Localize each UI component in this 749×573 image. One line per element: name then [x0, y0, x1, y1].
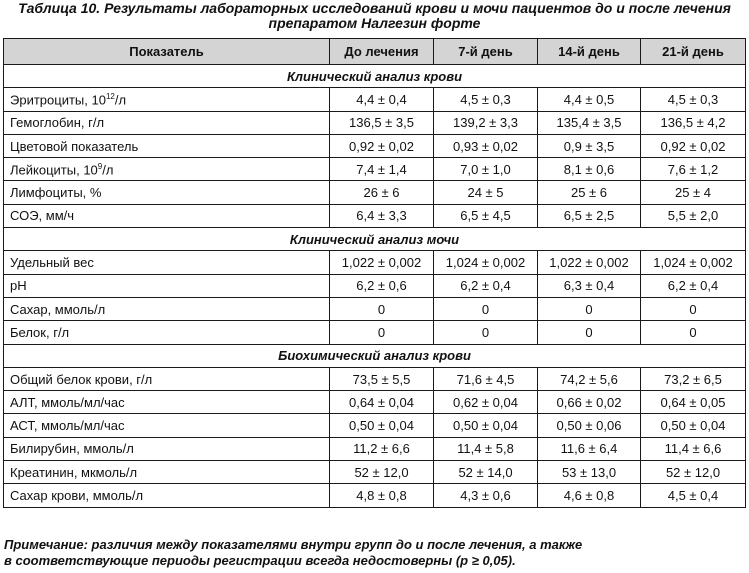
- section-row: [4, 344, 746, 367]
- value-cell: 0,66 ± 0,02: [538, 391, 641, 414]
- row-label: [4, 251, 330, 274]
- value-cell: 0,62 ± 0,04: [434, 391, 538, 414]
- value-cell: 4,5 ± 0,4: [641, 484, 746, 507]
- value-cell: 4,6 ± 0,8: [538, 484, 641, 507]
- row-label-text: Креатинин, мкмоль/л: [10, 464, 138, 480]
- row-label-exponent: 9: [97, 161, 103, 171]
- row-label-unit: /л: [114, 92, 127, 108]
- value-cell: 0: [330, 297, 434, 320]
- value-cell: 24 ± 5: [434, 181, 538, 204]
- table-row: [4, 274, 746, 297]
- value-cell: 136,5 ± 3,5: [330, 111, 434, 134]
- row-label: [4, 88, 330, 111]
- value-cell: 11,4 ± 6,6: [641, 437, 746, 460]
- table-row: [4, 181, 746, 204]
- value-cell: 5,5 ± 2,0: [641, 204, 746, 227]
- table-row: [4, 251, 746, 274]
- table-row: [4, 158, 746, 181]
- table-header: [4, 39, 746, 65]
- row-label-text: Сахар, ммоль/л: [10, 301, 106, 317]
- table-row: [4, 321, 746, 344]
- value-cell: 0,92 ± 0,02: [641, 134, 746, 157]
- lab-results-table: [3, 38, 746, 508]
- value-cell: 6,5 ± 2,5: [538, 204, 641, 227]
- row-label-text: Лимфоциты, %: [10, 185, 102, 201]
- header-before-treatment: До лечения: [330, 39, 434, 65]
- table-row: [4, 437, 746, 460]
- value-cell: 1,024 ± 0,002: [641, 251, 746, 274]
- value-cell: 0: [641, 297, 746, 320]
- value-cell: 4,3 ± 0,6: [434, 484, 538, 507]
- value-cell: 52 ± 12,0: [641, 461, 746, 484]
- value-cell: 53 ± 13,0: [538, 461, 641, 484]
- row-label: [4, 437, 330, 460]
- value-cell: 0,50 ± 0,04: [330, 414, 434, 437]
- value-cell: 74,2 ± 5,6: [538, 367, 641, 390]
- row-label: [4, 204, 330, 227]
- row-label-text: АЛТ, ммоль/мл/час: [10, 394, 125, 410]
- value-cell: 6,3 ± 0,4: [538, 274, 641, 297]
- header-day-14: 14-й день: [538, 39, 641, 65]
- section-title: Клинический анализ мочи: [4, 228, 746, 251]
- row-label: [4, 158, 330, 181]
- row-label-exponent: 12: [105, 91, 115, 101]
- value-cell: 52 ± 12,0: [330, 461, 434, 484]
- value-cell: 52 ± 14,0: [434, 461, 538, 484]
- value-cell: 6,2 ± 0,6: [330, 274, 434, 297]
- value-cell: 0: [538, 297, 641, 320]
- table-row: [4, 134, 746, 157]
- header-day-7: 7-й день: [434, 39, 538, 65]
- row-label-text: pH: [10, 278, 27, 294]
- value-cell: 4,8 ± 0,8: [330, 484, 434, 507]
- table-row: [4, 111, 746, 134]
- note-line-1: Примечание: различия между показателями внутри групп до и после лечения, а также: [4, 537, 583, 552]
- row-label: [4, 484, 330, 507]
- table-note: [4, 537, 746, 569]
- value-cell: 0,92 ± 0,02: [330, 134, 434, 157]
- value-cell: 73,5 ± 5,5: [330, 367, 434, 390]
- header-day-21: 21-й день: [641, 39, 746, 65]
- row-label-text: Общий белок крови, г/л: [10, 371, 153, 387]
- value-cell: 6,5 ± 4,5: [434, 204, 538, 227]
- value-cell: 1,022 ± 0,002: [538, 251, 641, 274]
- table-row: [4, 88, 746, 111]
- value-cell: 0,93 ± 0,02: [434, 134, 538, 157]
- row-label-text: Эритроциты, 10: [10, 92, 106, 108]
- row-label-text: Цветовой показатель: [10, 138, 139, 154]
- value-cell: 6,2 ± 0,4: [641, 274, 746, 297]
- caption-line-2: препаратом Налгезин форте: [268, 15, 481, 31]
- row-label-text: Белок, г/л: [10, 324, 70, 340]
- row-label: [4, 274, 330, 297]
- row-label-text: Удельный вес: [10, 255, 94, 271]
- row-label-text: АСТ, ммоль/мл/час: [10, 418, 125, 434]
- value-cell: 71,6 ± 4,5: [434, 367, 538, 390]
- row-label-text: Билирубин, ммоль/л: [10, 441, 134, 457]
- value-cell: 26 ± 6: [330, 181, 434, 204]
- value-cell: 4,5 ± 0,3: [641, 88, 746, 111]
- table-row: [4, 204, 746, 227]
- table-row: [4, 414, 746, 437]
- value-cell: 0,50 ± 0,04: [434, 414, 538, 437]
- table-row: [4, 484, 746, 507]
- row-label-text: СОЭ, мм/ч: [10, 208, 75, 224]
- note-line-2: в соответствующие периоды регистрации всегда недостоверны (p ≥ 0,05).: [4, 553, 516, 568]
- value-cell: 11,4 ± 5,8: [434, 437, 538, 460]
- value-cell: 0,50 ± 0,04: [641, 414, 746, 437]
- value-cell: 1,022 ± 0,002: [330, 251, 434, 274]
- section-row: [4, 228, 746, 251]
- row-label: [4, 111, 330, 134]
- row-label: [4, 134, 330, 157]
- table-row: [4, 391, 746, 414]
- value-cell: 0,64 ± 0,04: [330, 391, 434, 414]
- row-label-text: Гемоглобин, г/л: [10, 115, 105, 131]
- value-cell: 0: [434, 321, 538, 344]
- value-cell: 1,024 ± 0,002: [434, 251, 538, 274]
- section-row: [4, 65, 746, 88]
- value-cell: 0,50 ± 0,06: [538, 414, 641, 437]
- header-indicator: Показатель: [4, 39, 330, 65]
- row-label: [4, 391, 330, 414]
- value-cell: 0: [434, 297, 538, 320]
- value-cell: 11,6 ± 6,4: [538, 437, 641, 460]
- value-cell: 0: [641, 321, 746, 344]
- row-label: [4, 297, 330, 320]
- value-cell: 0: [330, 321, 434, 344]
- value-cell: 4,4 ± 0,5: [538, 88, 641, 111]
- section-title: Биохимический анализ крови: [4, 344, 746, 367]
- value-cell: 11,2 ± 6,6: [330, 437, 434, 460]
- row-label: [4, 367, 330, 390]
- value-cell: 6,2 ± 0,4: [434, 274, 538, 297]
- table-row: [4, 297, 746, 320]
- value-cell: 139,2 ± 3,3: [434, 111, 538, 134]
- value-cell: 0: [538, 321, 641, 344]
- header-row: [4, 39, 746, 65]
- value-cell: 8,1 ± 0,6: [538, 158, 641, 181]
- row-label-text: Лейкоциты, 10: [10, 162, 98, 177]
- value-cell: 4,4 ± 0,4: [330, 88, 434, 111]
- value-cell: 136,5 ± 4,2: [641, 111, 746, 134]
- table-caption: [0, 1, 749, 31]
- value-cell: 7,0 ± 1,0: [434, 158, 538, 181]
- table-row: [4, 367, 746, 390]
- row-label: [4, 461, 330, 484]
- table-row: [4, 461, 746, 484]
- value-cell: 25 ± 4: [641, 181, 746, 204]
- row-label: [4, 321, 330, 344]
- row-label-unit: /л: [102, 162, 114, 177]
- value-cell: 7,6 ± 1,2: [641, 158, 746, 181]
- value-cell: 25 ± 6: [538, 181, 641, 204]
- value-cell: 73,2 ± 6,5: [641, 367, 746, 390]
- value-cell: 6,4 ± 3,3: [330, 204, 434, 227]
- caption-line-1: Таблица 10. Результаты лабораторных исследований крови и мочи пациентов до и после лечения: [18, 0, 731, 16]
- row-label-text: Сахар крови, ммоль/л: [10, 487, 144, 503]
- table-body: [4, 65, 746, 508]
- row-label: [4, 414, 330, 437]
- section-title: Клинический анализ крови: [4, 65, 746, 88]
- value-cell: 0,64 ± 0,05: [641, 391, 746, 414]
- row-label: [4, 181, 330, 204]
- value-cell: 7,4 ± 1,4: [330, 158, 434, 181]
- value-cell: 0,9 ± 3,5: [538, 134, 641, 157]
- value-cell: 135,4 ± 3,5: [538, 111, 641, 134]
- value-cell: 4,5 ± 0,3: [434, 88, 538, 111]
